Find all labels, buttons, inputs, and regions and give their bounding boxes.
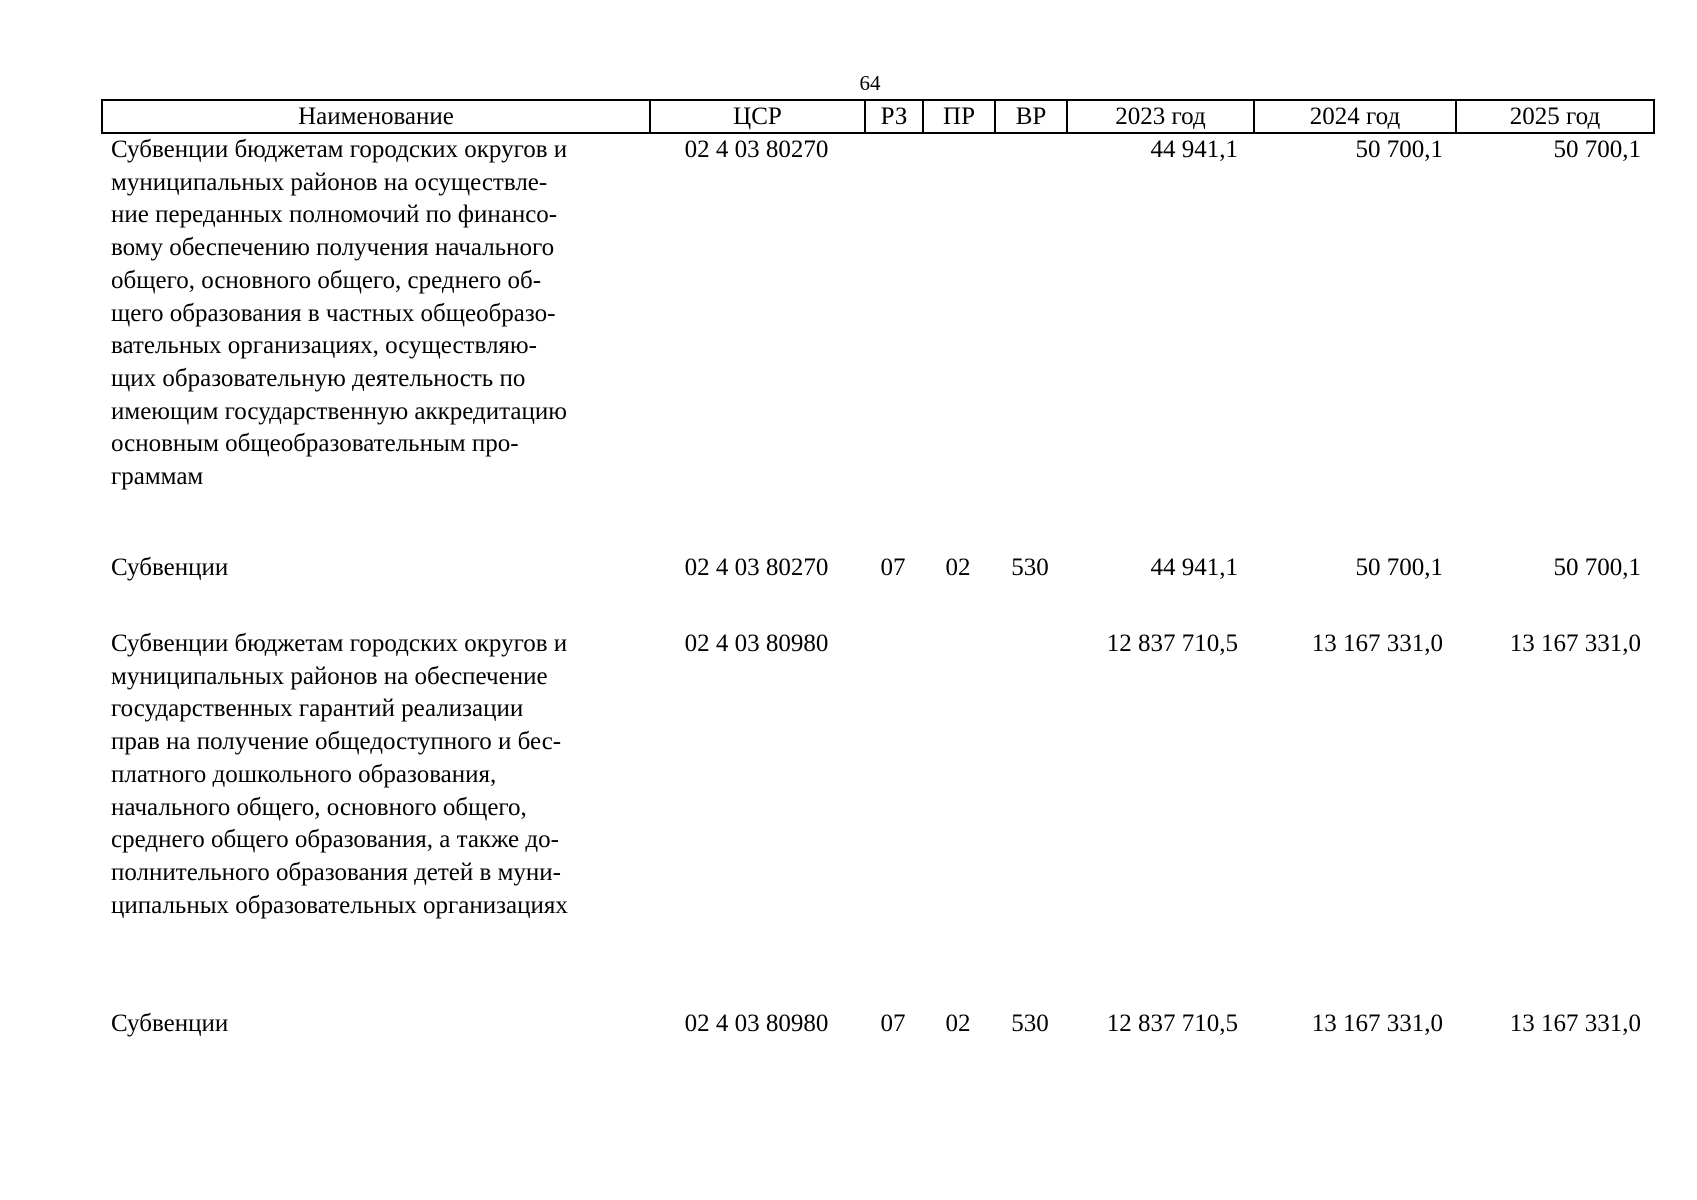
header-rz: РЗ xyxy=(865,100,923,133)
name-line: муниципальных районов на обеспечение xyxy=(111,662,548,690)
row-2025: 50 700,1 xyxy=(1553,554,1641,581)
name-line: вательных организациях, осуществляю- xyxy=(111,332,537,360)
page-number: 64 xyxy=(859,71,881,95)
name-line: прав на получение общедоступного и бес- xyxy=(111,728,562,756)
header-vr: ВР xyxy=(995,100,1067,133)
row-vr xyxy=(994,134,1066,552)
name-line: полнительного образования детей в муни- xyxy=(111,858,561,886)
row-rz: 07 xyxy=(880,1010,906,1037)
name-line: Субвенции xyxy=(111,554,229,581)
table-row xyxy=(101,552,1653,628)
table-row xyxy=(101,1008,1653,1048)
name-line: среднего общего образования, а также до- xyxy=(111,826,559,854)
header-2023: 2023 год xyxy=(1067,100,1254,133)
row-2024: 50 700,1 xyxy=(1355,554,1443,581)
row-name xyxy=(101,1008,649,1048)
row-pr xyxy=(922,134,994,552)
row-2025: 13 167 331,0 xyxy=(1509,630,1641,657)
row-pr: 02 xyxy=(945,554,971,581)
name-line: щих образовательную деятельность по xyxy=(111,364,526,392)
header-csr: ЦСР xyxy=(650,100,865,133)
header-2024: 2024 год xyxy=(1254,100,1456,133)
name-line: муниципальных районов на осуществле- xyxy=(111,168,548,196)
name-line: вому обеспечению получения начального xyxy=(111,234,555,262)
name-line: имеющим государственную аккредитацию xyxy=(111,397,567,425)
table-header xyxy=(101,99,1655,134)
row-2024: 13 167 331,0 xyxy=(1311,630,1443,657)
name-line: начального общего, основного общего, xyxy=(111,793,527,821)
name-line: Субвенции xyxy=(111,1010,229,1037)
row-vr: 530 xyxy=(1011,554,1049,581)
row-name xyxy=(101,134,649,552)
row-csr: 02 4 03 80980 xyxy=(684,1010,829,1037)
table-row xyxy=(101,134,1653,552)
name-line: платного дошкольного образования, xyxy=(111,760,497,788)
row-csr: 02 4 03 80980 xyxy=(684,630,829,657)
name-line: Субвенции бюджетам городских округов и xyxy=(111,136,568,163)
name-line: основным общеобразовательным про- xyxy=(111,430,519,458)
name-line: государственных гарантий реализации xyxy=(111,695,524,723)
row-pr xyxy=(922,628,994,1008)
row-2023: 12 837 710,5 xyxy=(1106,1010,1238,1037)
header-2025: 2025 год xyxy=(1456,100,1654,133)
row-vr: 530 xyxy=(1011,1010,1049,1037)
name-line: Субвенции бюджетам городских округов и xyxy=(111,630,568,657)
header-name: Наименование xyxy=(102,100,650,133)
row-2025: 50 700,1 xyxy=(1553,136,1641,163)
row-rz: 07 xyxy=(880,554,906,581)
row-name xyxy=(101,552,649,628)
row-rz xyxy=(864,134,922,552)
row-2023: 12 837 710,5 xyxy=(1106,630,1238,657)
name-line: ципальных образовательных организациях xyxy=(111,891,568,919)
table-body xyxy=(101,134,1653,1048)
row-2023: 44 941,1 xyxy=(1150,554,1238,581)
row-2024: 13 167 331,0 xyxy=(1311,1010,1443,1037)
name-line: щего образования в частных общеобразо- xyxy=(111,299,556,327)
row-pr: 02 xyxy=(945,1010,971,1037)
row-csr: 02 4 03 80270 xyxy=(684,136,829,163)
row-2025: 13 167 331,0 xyxy=(1509,1010,1641,1037)
row-vr xyxy=(994,628,1066,1008)
row-name xyxy=(101,628,649,1008)
table-row xyxy=(101,628,1653,1008)
row-2024: 50 700,1 xyxy=(1355,136,1443,163)
name-line: общего, основного общего, среднего об- xyxy=(111,266,542,294)
row-rz xyxy=(864,628,922,1008)
name-line: граммам xyxy=(111,463,204,491)
row-csr: 02 4 03 80270 xyxy=(684,554,829,581)
row-2023: 44 941,1 xyxy=(1150,136,1238,163)
name-line: ние переданных полномочий по финансо- xyxy=(111,201,558,229)
header-pr: ПР xyxy=(923,100,995,133)
